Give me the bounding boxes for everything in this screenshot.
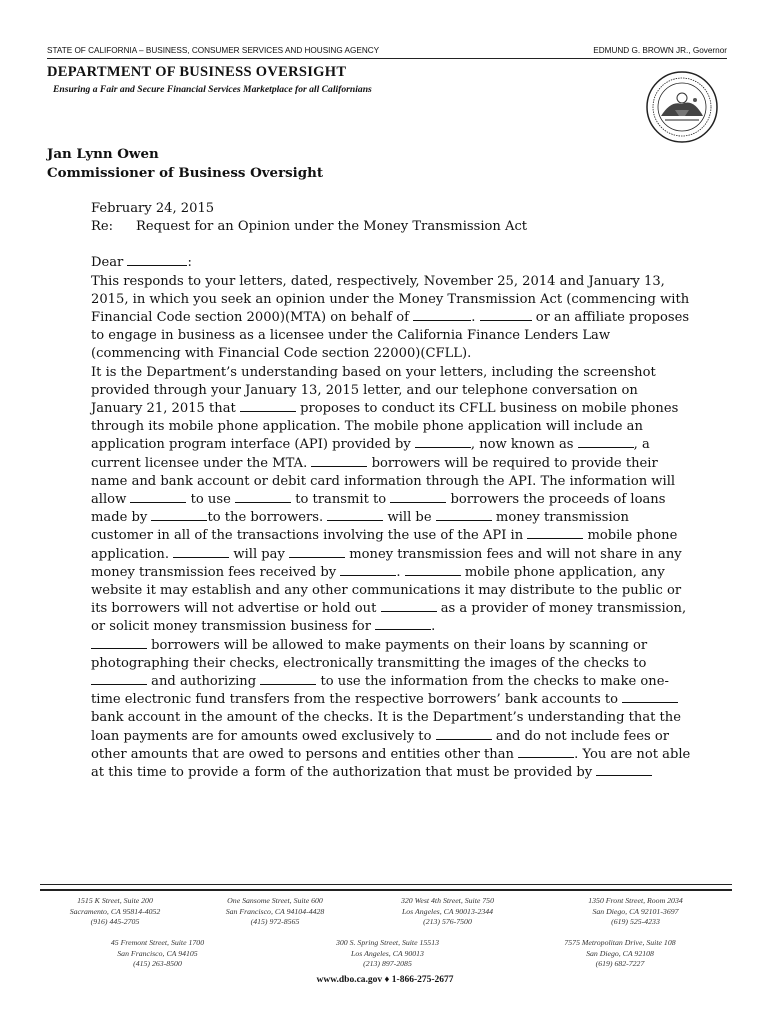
redaction-blank [260, 673, 316, 685]
redaction-blank [596, 764, 652, 776]
footer-divider [40, 884, 732, 891]
redaction-blank [480, 309, 532, 321]
letter-date: February 24, 2015 [91, 201, 215, 216]
redaction-blank [289, 546, 345, 558]
letter-body [91, 200, 691, 782]
redaction-blank [415, 436, 471, 448]
re-text: Request for an Opinion under the Money Transmission Act [136, 219, 528, 235]
office-address: 45 Fremont Street, Suite 1700 San Francisco, CA 94105 (415) 263-8500 [110, 938, 205, 968]
redaction-blank [436, 509, 492, 521]
governor-name: EDMUND G. BROWN JR., Governor [593, 46, 727, 55]
redaction-blank [578, 436, 634, 448]
agency-header-line [47, 46, 727, 59]
redaction-blank [436, 728, 492, 740]
signatory-block [47, 145, 323, 183]
redaction-blank [240, 400, 296, 412]
paragraph-2: It is the Department’s understanding based on your letters, including the screenshot provided through your January 13, 2015 letter, and our telephone conversation on January 21, 2015 that proposes to conduct its CFLL business on mobile phones through its mobile phone application. The mobile phone application will include an application program interface (API) provided by , now known as , a current licensee under the MTA. borrowers will be required to provide their name and bank account or debit card information through the API. The information will allow to use to transmit to borrowers the proceeds of loans made by to the borrowers. will be money transmission customer in all of the transactions involving the use of the API in mobile phone application. will pay money transmission fees and will not share in any money transmission fees received by . mobile phone application, any website it may establish and any other communications it may distribute to the public or its borrowers will not advertise or hold out as a provider of money transmission, or solicit money transmission business for . [91, 364, 687, 635]
redaction-blank [340, 564, 396, 576]
office-address: 7575 Metropolitan Drive, Suite 108 San Diego, CA 92108 (619) 682-7227 [564, 938, 676, 968]
re-label: Re: [91, 219, 114, 235]
commissioner-title: Commissioner of Business Oversight [47, 165, 324, 181]
redaction-blank [91, 673, 147, 685]
redaction-blank [622, 691, 678, 703]
website-phone: www.dbo.ca.gov ♦ 1-866-275-2677 [316, 975, 454, 985]
subject-line [91, 218, 691, 236]
office-address: 300 S. Spring Street, Suite 15513 Los Angeles, CA 90013 (213) 897-2085 [335, 938, 439, 968]
redaction-blank [527, 527, 583, 539]
redaction-blank [173, 546, 229, 558]
paragraph-3: borrowers will be allowed to make payments on their loans by scanning or photographing their checks, electronically transmitting the images of the checks to and authorizing to use the information from the checks to make one-time electronic fund transfers from the respective borrowers’ bank accounts to bank account in the amount of the checks. It is the Department’s understanding that the loan payments are for amounts owed exclusively to and do not include fees or other amounts that are owed to persons and entities other than . You are not able at this time to provide a form of the authorization that must be provided by [91, 637, 691, 781]
redaction-blank [235, 491, 291, 503]
redaction-blank [390, 491, 446, 503]
commissioner-name: Jan Lynn Owen [47, 146, 159, 162]
department-tagline: Ensuring a Fair and Secure Financial Services Marketplace for all Californians [53, 84, 372, 95]
agency-name: STATE OF CALIFORNIA – BUSINESS, CONSUMER SERVICES AND HOUSING AGENCY [47, 46, 380, 55]
redaction-blank [413, 309, 471, 321]
office-address: One Sansome Street, Suite 600 San Francisco, CA 94104-4428 (415) 972-8565 [225, 896, 325, 926]
redaction-blank [91, 637, 147, 649]
redaction-blank [327, 509, 383, 521]
redaction-blank [127, 254, 187, 266]
redaction-blank [405, 564, 461, 576]
redaction-blank [381, 600, 437, 612]
redaction-blank [375, 618, 431, 630]
redaction-blank [311, 455, 367, 467]
redaction-blank [130, 491, 186, 503]
state-seal-icon [645, 70, 719, 144]
department-title: DEPARTMENT OF BUSINESS OVERSIGHT [47, 64, 347, 80]
paragraph-1: This responds to your letters, dated, respectively, November 25, 2014 and January 13, 2015, in which you seek an opinion under the Money Transmission Act (commencing with Financial Code section 2000)(MTA) on behalf of . or an affiliate proposes to engage in business as a licensee under the California Finance Lenders Law (commencing with Financial Code section 22000)(CFLL). [91, 273, 690, 362]
office-address: 1515 K Street, Suite 200 Sacramento, CA 95814-4052 (916) 445-2705 [69, 896, 161, 926]
redaction-blank [151, 509, 207, 521]
office-address: 1350 Front Street, Room 2034 San Diego, CA 92101-3697 (619) 525-4233 [588, 896, 683, 926]
redaction-blank [518, 746, 574, 758]
salutation: Dear : [91, 255, 192, 271]
office-address: 320 West 4th Street, Suite 750 Los Angeles, CA 90013-2344 (213) 576-7500 [401, 896, 494, 926]
